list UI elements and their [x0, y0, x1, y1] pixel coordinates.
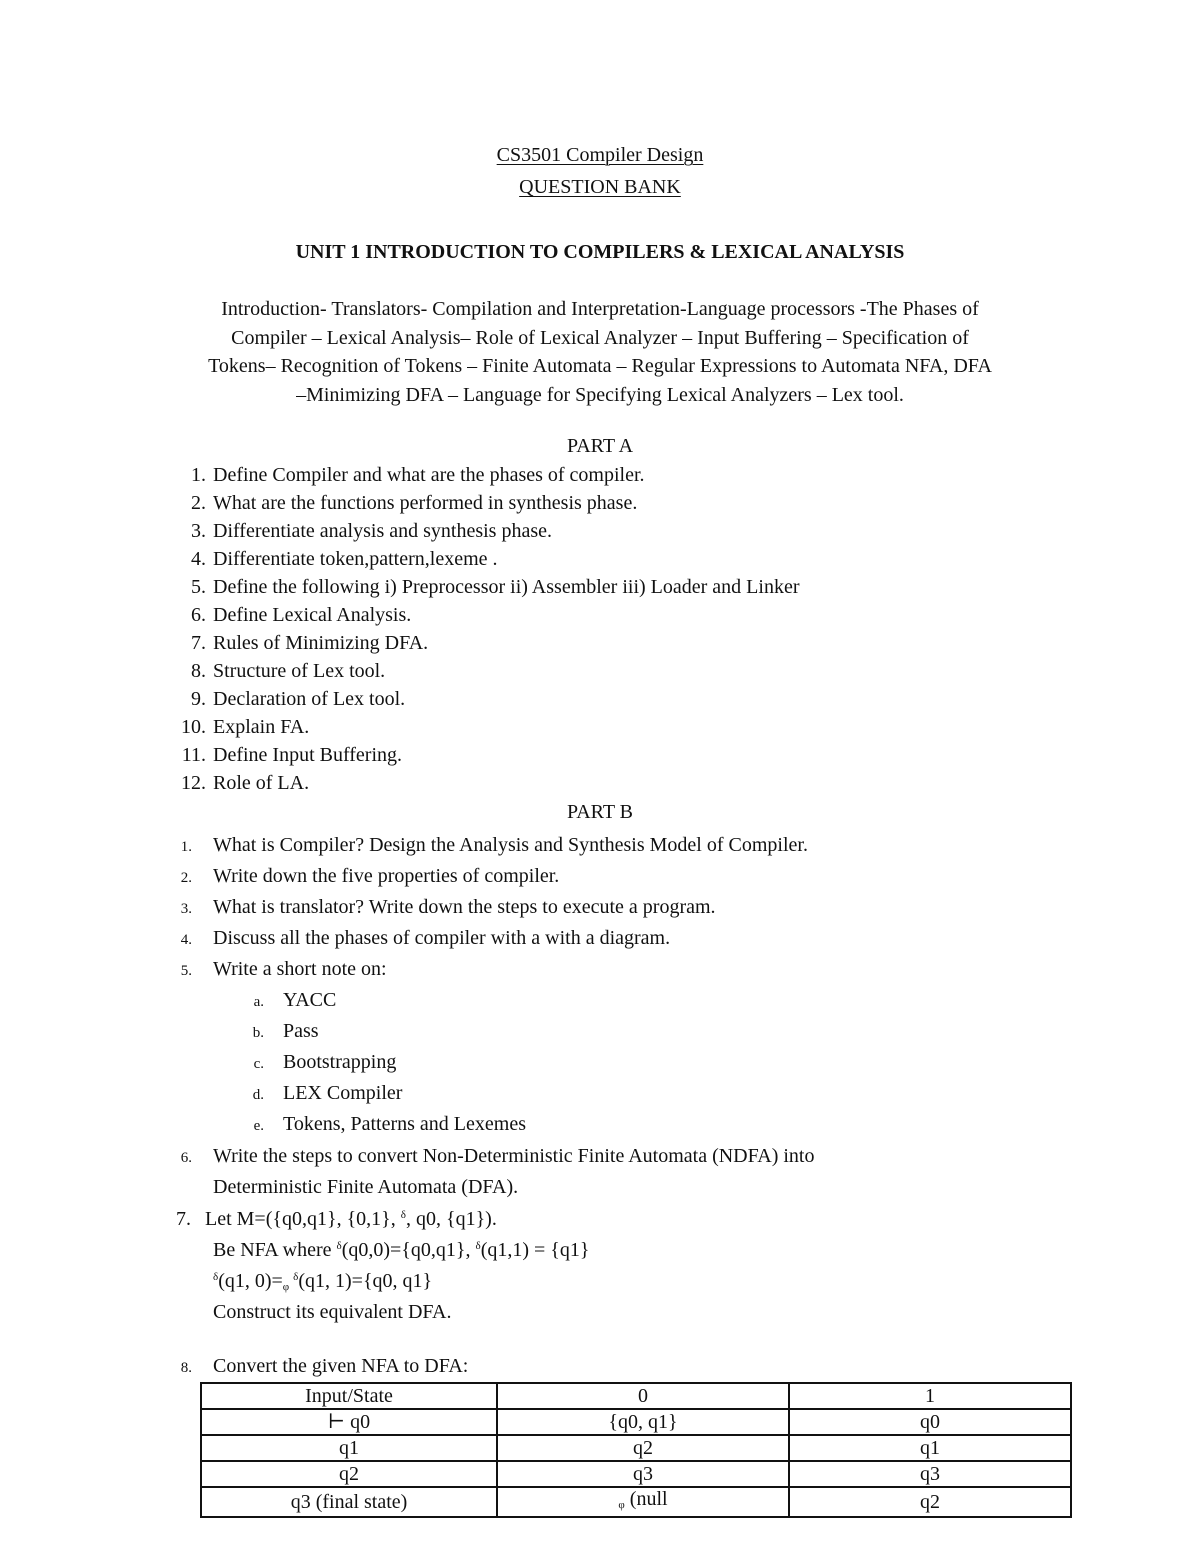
question-bank-title	[0, 177, 1200, 197]
phi-symbol: φ	[618, 1499, 625, 1511]
table-cell: q3	[789, 1461, 1071, 1487]
delta-symbol: δ	[336, 1240, 342, 1252]
delta-symbol: δ	[213, 1271, 219, 1283]
nfa-transition-table	[200, 1382, 1072, 1518]
table-cell: q3	[497, 1461, 789, 1487]
list-item: 2. What are the functions performed in synthesis phase.	[191, 492, 638, 514]
table-cell: q0	[789, 1409, 1071, 1435]
part-b-title: PART B	[566, 801, 634, 823]
table-row	[201, 1409, 1071, 1435]
table-cell: q3 (final state)	[201, 1487, 497, 1517]
delta-symbol: δ	[400, 1209, 406, 1221]
list-item-continuation: $^\delta$(q1, $0)=_\varphi^\delta(q1$, 1)={q0, q1}	[213, 1270, 433, 1293]
delta-symbol: δ	[475, 1240, 481, 1252]
list-item: 10. Explain FA.	[181, 716, 310, 738]
table-cell: q1	[201, 1435, 497, 1461]
table-row	[201, 1435, 1071, 1461]
list-item: 7. Let M=({q0,q1}, {0,1}, $^\delta$, q0, {q1}).	[176, 1208, 497, 1230]
list-item: 4. Discuss all the phases of compiler with a with a diagram.	[180, 927, 671, 949]
list-item: 4. Differentiate token,pattern,lexeme .	[191, 548, 498, 570]
delta-symbol: δ	[293, 1271, 299, 1283]
sub-list-item: e. Tokens, Patterns and Lexemes	[253, 1113, 526, 1135]
table-cell: $_\varphi$ (null	[497, 1487, 789, 1517]
table-cell: q2	[497, 1435, 789, 1461]
list-item-continuation: Be NFA where $^\delta$(q0,0)={q0,q1}, $^\delta$(q1,1) = {q1}	[213, 1239, 590, 1261]
unit-title: UNIT 1 INTRODUCTION TO COMPILERS & LEXICAL ANALYSIS	[295, 241, 905, 263]
part-a-title: PART A	[566, 435, 634, 457]
list-item: 3. What is translator? Write down the steps to execute a program.	[180, 896, 716, 918]
list-item: 9. Declaration of Lex tool.	[191, 688, 406, 710]
syllabus-line: Tokens– Recognition of Tokens – Finite Automata – Regular Expressions to Automata NFA, DFA	[208, 355, 992, 377]
course-title-text: CS3501 Compiler Design	[496, 144, 704, 166]
list-item: 5. Define the following i) Preprocessor ii) Assembler iii) Loader and Linker	[191, 576, 800, 598]
list-item: 12. Role of LA.	[181, 772, 310, 794]
table-cell: q1	[789, 1435, 1071, 1461]
syllabus-paragraph	[120, 295, 1080, 409]
table-header-cell: 0	[497, 1383, 789, 1409]
list-item-continuation: Deterministic Finite Automata (DFA).	[213, 1176, 519, 1198]
list-item: 2. Write down the five properties of compiler.	[180, 865, 560, 887]
list-item: 7. Rules of Minimizing DFA.	[191, 632, 429, 654]
phi-symbol: φ	[282, 1281, 290, 1293]
sub-list-item: d. LEX Compiler	[252, 1082, 403, 1104]
course-title	[0, 145, 1200, 165]
list-item: 6. Write the steps to convert Non-Deterministic Finite Automata (NDFA) into	[180, 1145, 815, 1167]
syllabus-line: Compiler – Lexical Analysis– Role of Lexical Analyzer – Input Buffering – Specification of	[231, 326, 969, 349]
table-cell: {q0, q1}	[497, 1409, 789, 1435]
table-row	[201, 1461, 1071, 1487]
syllabus-line: –Minimizing DFA – Language for Specifying Lexical Analyzers – Lex tool.	[296, 383, 904, 406]
list-item: 11. Define Input Buffering.	[181, 744, 403, 766]
list-item: 8. Structure of Lex tool.	[191, 660, 386, 682]
table-header-row	[201, 1383, 1071, 1409]
list-item-continuation: Construct its equivalent DFA.	[213, 1301, 452, 1323]
table-header-cell: 1	[789, 1383, 1071, 1409]
sub-list-item: a. YACC	[253, 989, 337, 1011]
list-item: 1. Define Compiler and what are the phases of compiler.	[191, 464, 645, 486]
list-item: 8. Convert the given NFA to DFA:	[180, 1355, 469, 1377]
table-cell: ⊢ q0	[201, 1409, 497, 1435]
list-item: 6. Define Lexical Analysis.	[191, 604, 412, 626]
question-bank-text: QUESTION BANK	[519, 176, 681, 198]
list-item: 1. What is Compiler? Design the Analysis and Synthesis Model of Compiler.	[180, 834, 808, 856]
table-header-cell: Input/State	[201, 1383, 497, 1409]
syllabus-line: Introduction- Translators- Compilation and Interpretation-Language processors -The Phases of	[221, 298, 979, 320]
table-cell: q2	[201, 1461, 497, 1487]
list-item: 3. Differentiate analysis and synthesis phase.	[191, 520, 552, 542]
sub-list-item: b. Pass	[252, 1020, 319, 1042]
table-row	[201, 1487, 1071, 1517]
table-cell: q2	[789, 1487, 1071, 1517]
list-item: 5. Write a short note on:	[180, 958, 387, 980]
sub-list-item: c. Bootstrapping	[253, 1051, 397, 1073]
